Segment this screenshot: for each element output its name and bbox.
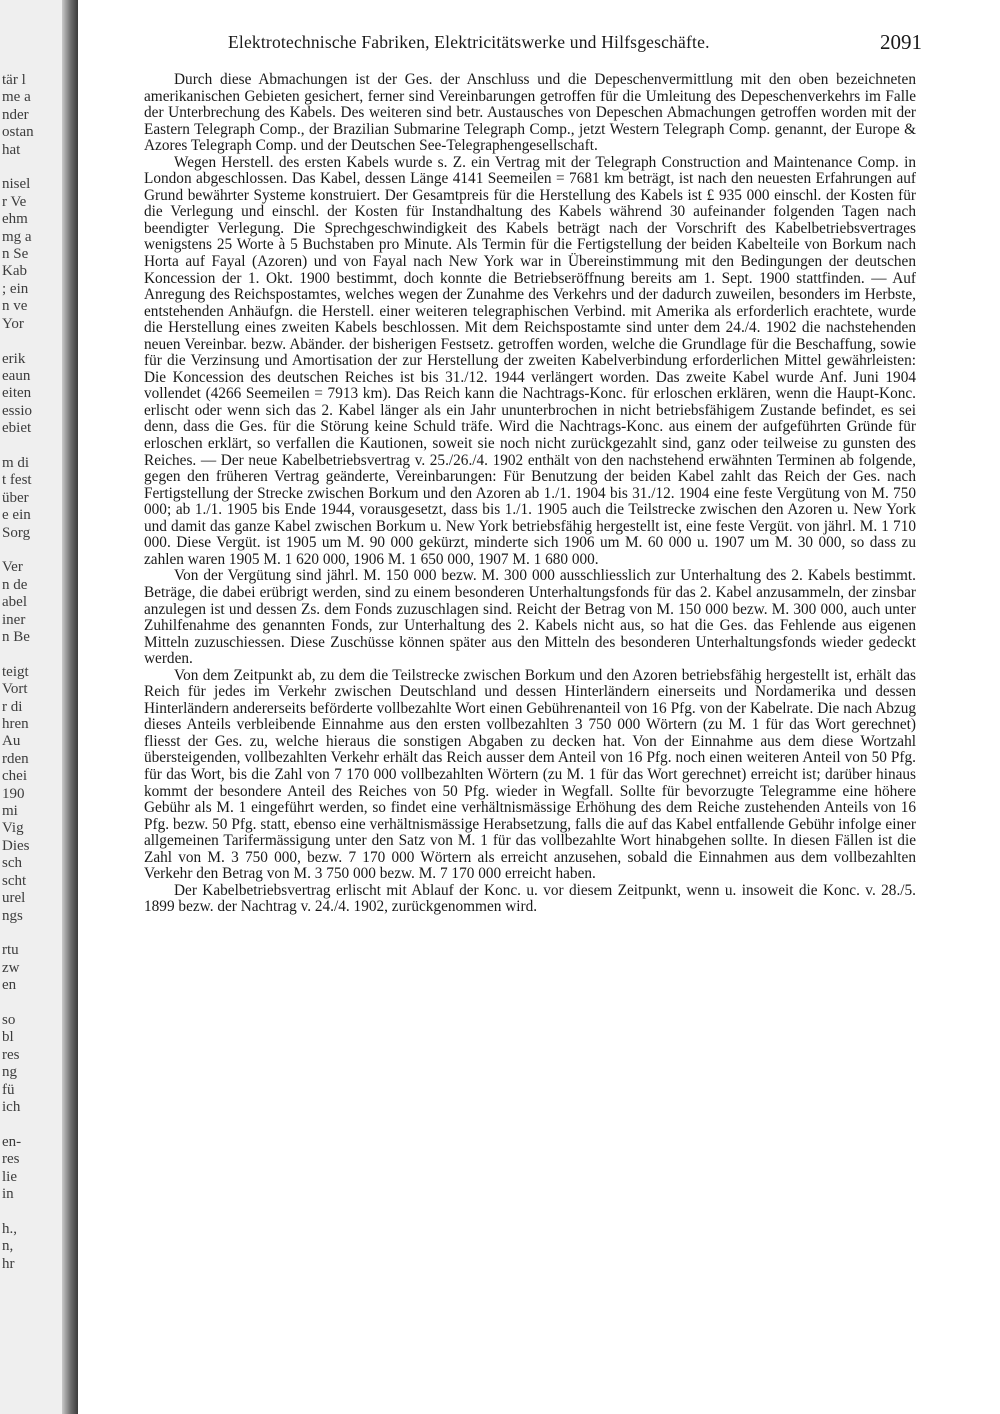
page-number: 2091 [880,30,922,54]
paragraph: Von der Vergütung sind jährl. M. 150 000 bezw. M. 300 000 ausschliesslich zur Unterhaltung des 2. Kabels bestimmt. Beträge, die dabei erübrigt werden, sind zu einem besonderen Unterhaltungsfonds für das 2. Kabel anzusammeln, der zinsbar anzulegen ist und dessen Zs. dem Fonds zuzuschlagen sind. Reicht der Betrag von M. 150 000 bezw. M. 300 000, auch unter Zuhilfenahme des genannten Fonds, zur Unterhaltung des 2. Kabels nicht aus, so hat die Ges. das Fehlende aus eigenen Mitteln zuzuschiessen. Diese Zuschüsse können später aus den Mitteln des besonderen Unterhaltungsfonds wieder gedeckt werden. [144,567,916,668]
paragraph: Von dem Zeitpunkt ab, zu dem die Teilstrecke zwischen Borkum und den Azoren betriebsfähig hergestellt ist, erhält das Reich für jedes im Verkehr zwischen Deutschland und dessen Hinterländern einerseits und Nordamerika und dessen Hinterländern andererseits beförderte vollbezahlte Wort einen Gebührenanteil von 16 Pfg. von der Kabelrate. Die nach Abzug dieses Anteils verbleibende Einnahme aus den ersten vollbezahlten 3 750 000 Wörtern (zu M. 1 für das Wort gerechnet) fliesst der Ges. zu, welche hieraus die sonstigen Abgaben zu decken hat. Von der Einnahme aus dem diese Wortzahl übersteigenden, vollbezahlten Verkehr erhält das Reich ausser dem Anteil von 16 Pfg. noch einen weiteren Anteil von 50 Pfg. für das Wort, bis die Zahl von 7 170 000 vollbezahlten Wörtern (zu M. 1 für das Wort gerechnet) erreicht ist; darüber hinaus kommt der besondere Anteil des Reiches von 50 Pfg. wieder in Wegfall. Sollte für bevorzugte Telegramme eine höhere Gebühr als M. 1 eingeführt werden, so findet eine verhältnismässige Erhöhung des dem Reiche zustehenden Anteils von 16 Pfg. bezw. 50 Pfg. statt, ebenso eine verhältnismässige Herabsetzung, falls die auf das Kabel entfallende Gebühr infolge einer allgemeinen Tarifermässigung unter den Satz von M. 1 für das vollbezahlte Wort hinabgehen sollte. In diesen Fällen ist die Zahl von M. 3 750 000, bezw. 7 170 000 Wörtern als erreicht anzusehen, sobald die Einnahmen aus dem vollbezahlten Verkehr den Betrag von M. 3 750 000 bezw. M. 7 170 000 erreicht haben. [144,666,916,883]
running-title: Elektrotechnische Fabriken, Elektricitätswerke und Hilfsgeschäfte. [228,32,710,52]
body-text [144,72,916,916]
page-header [140,28,926,62]
page-gutter-shadow [62,0,78,1414]
paragraph: Wegen Herstell. des ersten Kabels wurde s. Z. ein Vertrag mit der Telegraph Construction and Maintenance Comp. in London abgeschlossen. Das Kabel, dessen Länge 4141 Seemeilen = 7681 km beträgt, ist nach den neuesten Erfahrungen auf Grund bewährter Systeme konstruiert. Der Gesamtpreis für die Herstellung des Kabels ist £ 935 000 einschl. der Kosten für die Verlegung und einschl. der Kosten für Instandhaltung des Kabels während 30 aufeinander folgenden Tagen nach beendigter Verlegung. Die Sprechgeschwindigkeit des Kabels beträgt nach der Vorschrift des Kabelbetriebsvertrages wenigstens 25 Worte à 5 Buchstaben pro Minute. Als Termin für die Fertigstellung der beiden Kabelteile von Borkum nach Horta auf Fayal (Azoren) und von Fayal nach New York war in Übereinstimmung mit den Bedingungen der deutschen Koncession der 1. Okt. 1900 bestimmt, doch konnte die Betriebseröffnung bereits am 1. Sept. 1900 stattfinden. — Auf Anregung des Reichspostamtes, welches wegen der Zunahme des Verkehrs und der dadurch zuweilen, besonders im Herbste, entstehenden Anhäufgn. die Herstell. einer weiteren telegraphischen Verbind. mit Amerika als erforderlich erachtete, wurde die Herstellung eines zweiten Kabels beschlossen. Mit dem Reichspostamte sind unter dem 24./4. 1902 die nachstehenden neuen Vereinbar. bezw. Abänder. der bisherigen Festsetz. getroffen worden, welche die Grundlage für die Beschaffung, sowie für die Verzinsung und Amortisation der zur Herstellung der zweiten Kabelverbindung erforderlichen Mittel gewährleisten: Die Koncession des deutschen Reiches ist bis 31./12. 1944 verlängert worden. Das zweite Kabel wurde Anf. Juni 1904 vollendet (4266 Seemeilen = 7913 km). Das Reich kann die Nachtrags-Konc. für erloschen erklären, wenn die Haupt-Konc. erlischt oder wenn sich das 2. Kabel länger als ein Jahr ununterbrochen in nicht betriebsfähigem Zustande befindet, es sei denn, dass die Ges. für die Störung keine Schuld träfe. Wird die Nachtrags-Konc. aus einem der aufgeführten Gründe für erloschen erklärt, so verfallen die Kautionen, soweit sie noch nicht zurückgezahlt sind, ganz oder teilweise zu gunsten des Reiches. — Der neue Kabelbetriebsvertrag v. 25./26./4. 1902 enthält von den nachstehend erwähnten Terminen ab folgende, gegen den früheren Vertrag geänderte, Vereinbarungen: Für Benutzung der beiden Kabel zahlt das Reich der Ges. nach Fertigstellung der Strecke zwischen Borkum und den Azoren ab 1./1. 1904 bis 31./12. 1904 eine feste Vergütung von M. 750 000; ab 1./1. 1905 bis Ende 1944, vorausgesetzt, dass bis 1./1. 1905 auch die Teilstrecke zwischen den Azoren u. New York und damit das ganze Kabel zwischen Borkum u. New York betriebsfähig hergestellt ist, eine feste Vergüt. von jährl. M. 1 710 000. Diese Vergüt. ist 1905 um M. 90 000 gekürzt, minderte sich 1906 um M. 60 000 u. 1907 um M. 30 000, so dass zu zahlen waren 1905 M. 1 620 000, 1906 M. 1 650 000, 1907 M. 1 680 000. [144,153,916,568]
adjacent-page-text-fragments: tär l me a nder ostan hat nisel r Ve ehm mg a n Se Kab ; ein n ve Yor erik eaun eiten essio ebiet m di t fest über e ein Sorg Ver n de abel iner n Be teigt Vort r di hren Au rden chei 190 mi Vig Dies sch scht urel ngs rtu zw en so bl res ng fü ich en- res lie in h., n, hr [2,72,34,1272]
paragraph: Durch diese Abmachungen ist der Ges. der Anschluss und die Depeschenvermittlung mit den oben bezeichneten amerikanischen Gebieten gesichert, ferner sind Vereinbarungen getroffen für die Umleitung des Depeschenverkehrs im Falle der Unterbrechung des Kabels. Des weiteren sind betr. Austausches von Depeschen Abmachungen getroffen worden mit der Eastern Telegraph Comp., der Brazilian Submarine Telegraph Comp., jetzt Western Telegraph Comp. genannt, der Europe & Azores Telegraph Comp. und der Deutschen See-Telegraphengesellschaft. [144,71,916,155]
paragraph: Der Kabelbetriebsvertrag erlischt mit Ablauf der Konc. u. vor diesem Zeitpunkt, wenn u. insoweit die Konc. v. 28./5. 1899 bezw. der Nachtrag v. 24./4. 1902, zurückgenommen wird. [144,881,916,916]
